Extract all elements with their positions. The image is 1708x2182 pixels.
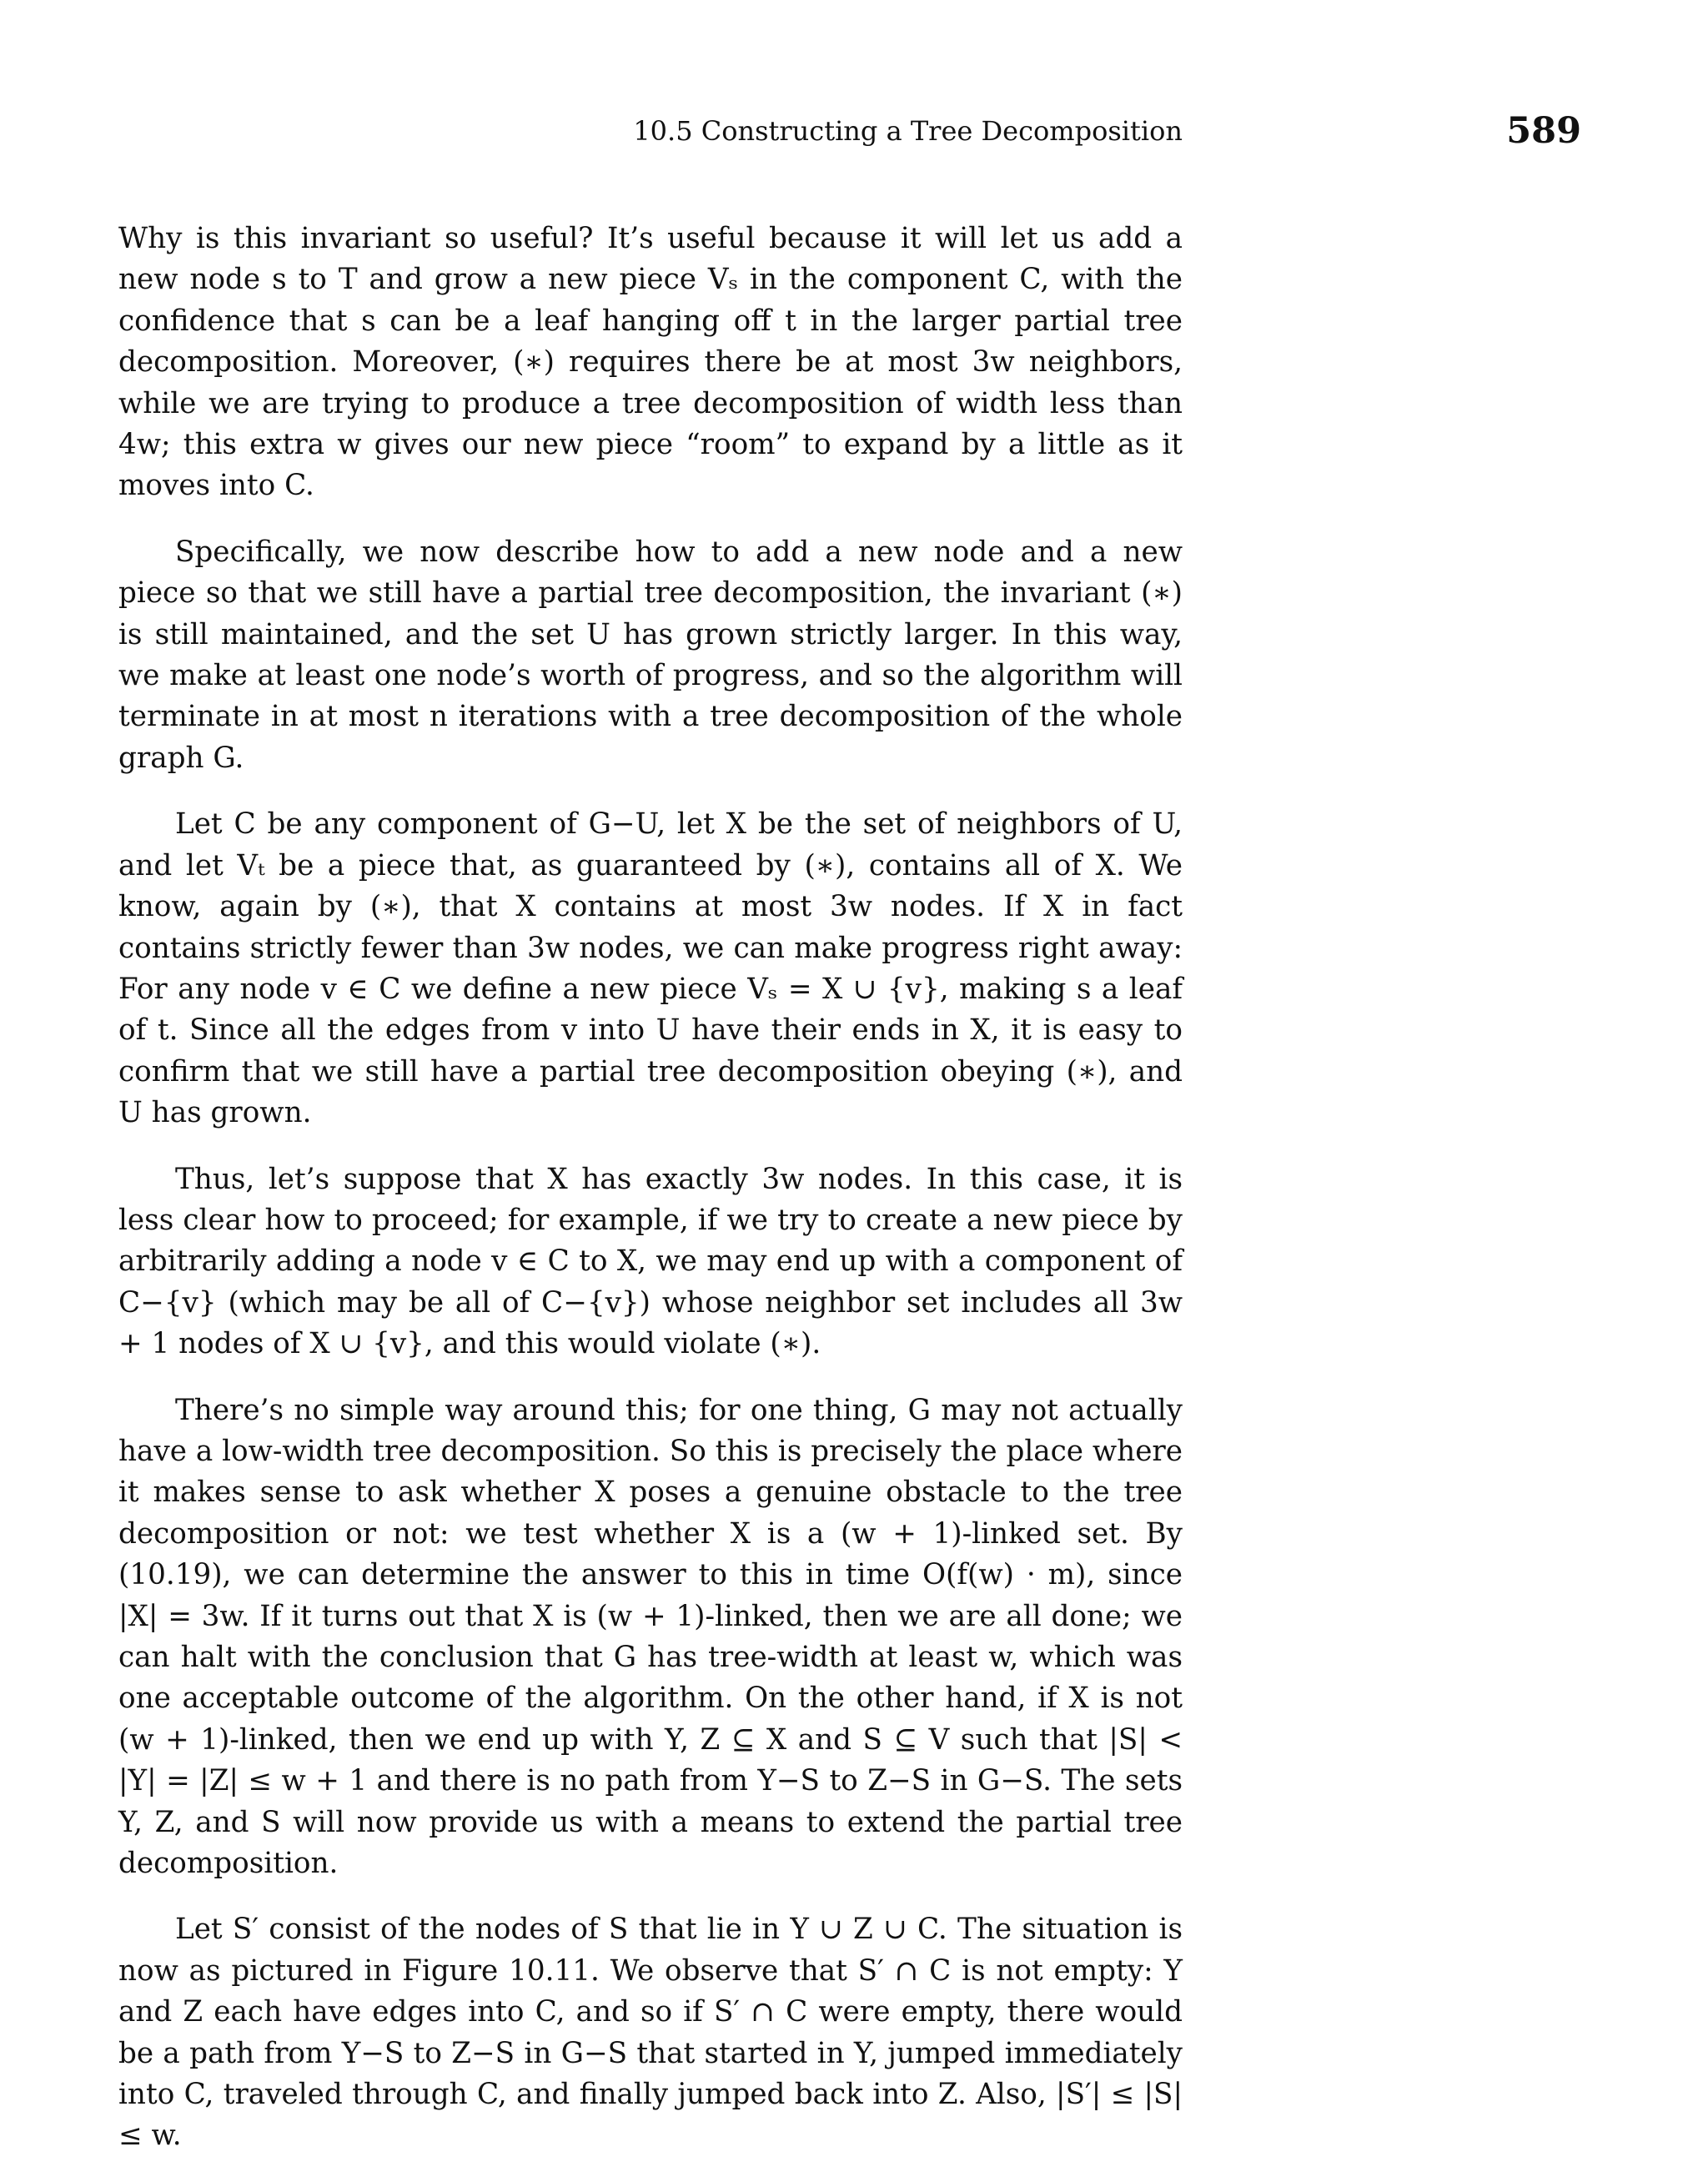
page-number: 589 — [1506, 110, 1581, 152]
paragraph-exactly-3w-nodes: Thus, let’s suppose that X has exactly 3w nodes. In this case, it is less clear how to proceed; for example, if we try to create a new piece by arbitrarily adding a node v ∈ C to X, we may end up with a component of C−{v} (which may be all of C−{v}) whose neighbor set includes all 3w + 1 nodes of X ∪ {v}, and this would violate (∗). — [118, 1162, 1183, 1361]
paragraph-s-prime: Let S′ consist of the nodes of S that lie in Y ∪ Z ∪ C. The situation is now as pictured in Figure 10.11. We observe that S′ ∩ C is not empty: Y and Z each have edges into C, and so if S′ ∩ C were empty, there would be a path from Y−S to Z−S in G−S that started in Y, jumped immediately into C, traveled through C, and finally jumped back into Z. Also, |S′| ≤ |S| ≤ w. — [118, 1913, 1183, 2153]
paragraph-invariant-usefulness: Why is this invariant so useful? It’s useful because it will let us add a new node s to T and grow a new piece Vₛ in the component C, with the confidence that s can be a leaf hanging off t in the larger partial tree decomposition. Moreover, (∗) requires there be at most 3w neighbors, while we are trying to produce a tree decomposition of width less than 4w; this extra w gives our new piece “room” to expand by a little as it moves into C. — [118, 222, 1183, 503]
paragraph-component-c: Let C be any component of G−U, let X be the set of neighbors of U, and let Vₜ be a piece that, as guaranteed by (∗), contains all of X. We know, again by (∗), that X contains at most 3w nodes. If X in fact contains strictly fewer than 3w nodes, we can make progress right away: For any node v ∈ C we define a new piece Vₛ = X ∪ {v}, making s a leaf of t. Since all the edges from v into U have their ends in X, it is easy to confirm that we still have a partial tree decomposition obeying (∗), and U has grown. — [118, 807, 1183, 1130]
paragraph-linked-set-test: There’s no simple way around this; for one thing, G may not actually have a low-width tree decomposition. So this is precisely the place where it makes sense to ask whether X poses a genuine obstacle to the tree decomposition or not: we test whether X is a (w + 1)-linked set. By (10.19), we can determine the answer to this in time O(f(w) · m), since |X| = 3w. If it turns out that X is (w + 1)-linked, then we are all done; we can halt with the conclusion that G has tree-width at least w, which was one acceptable outcome of the algorithm. On the other hand, if X is not (w + 1)-linked, then we end up with Y, Z ⊆ X and S ⊆ V such that |S| < |Y| = |Z| ≤ w + 1 and there is no path from Y−S to Z−S in G−S. The sets Y, Z, and S will now provide us with a means to extend the partial tree decomposition. — [118, 1393, 1183, 1881]
body-text — [118, 219, 1183, 2182]
paragraph-add-new-node: Specifically, we now describe how to add a new node and a new piece so that we still have a partial tree decomposition, the invariant (∗) is still maintained, and the set U has grown strictly larger. In this way, we make at least one node’s worth of progress, and so the algorithm will terminate in at most n iterations with a tree decomposition of the whole graph G. — [118, 535, 1183, 775]
running-head: 10.5 Constructing a Tree Decomposition — [633, 115, 1183, 147]
